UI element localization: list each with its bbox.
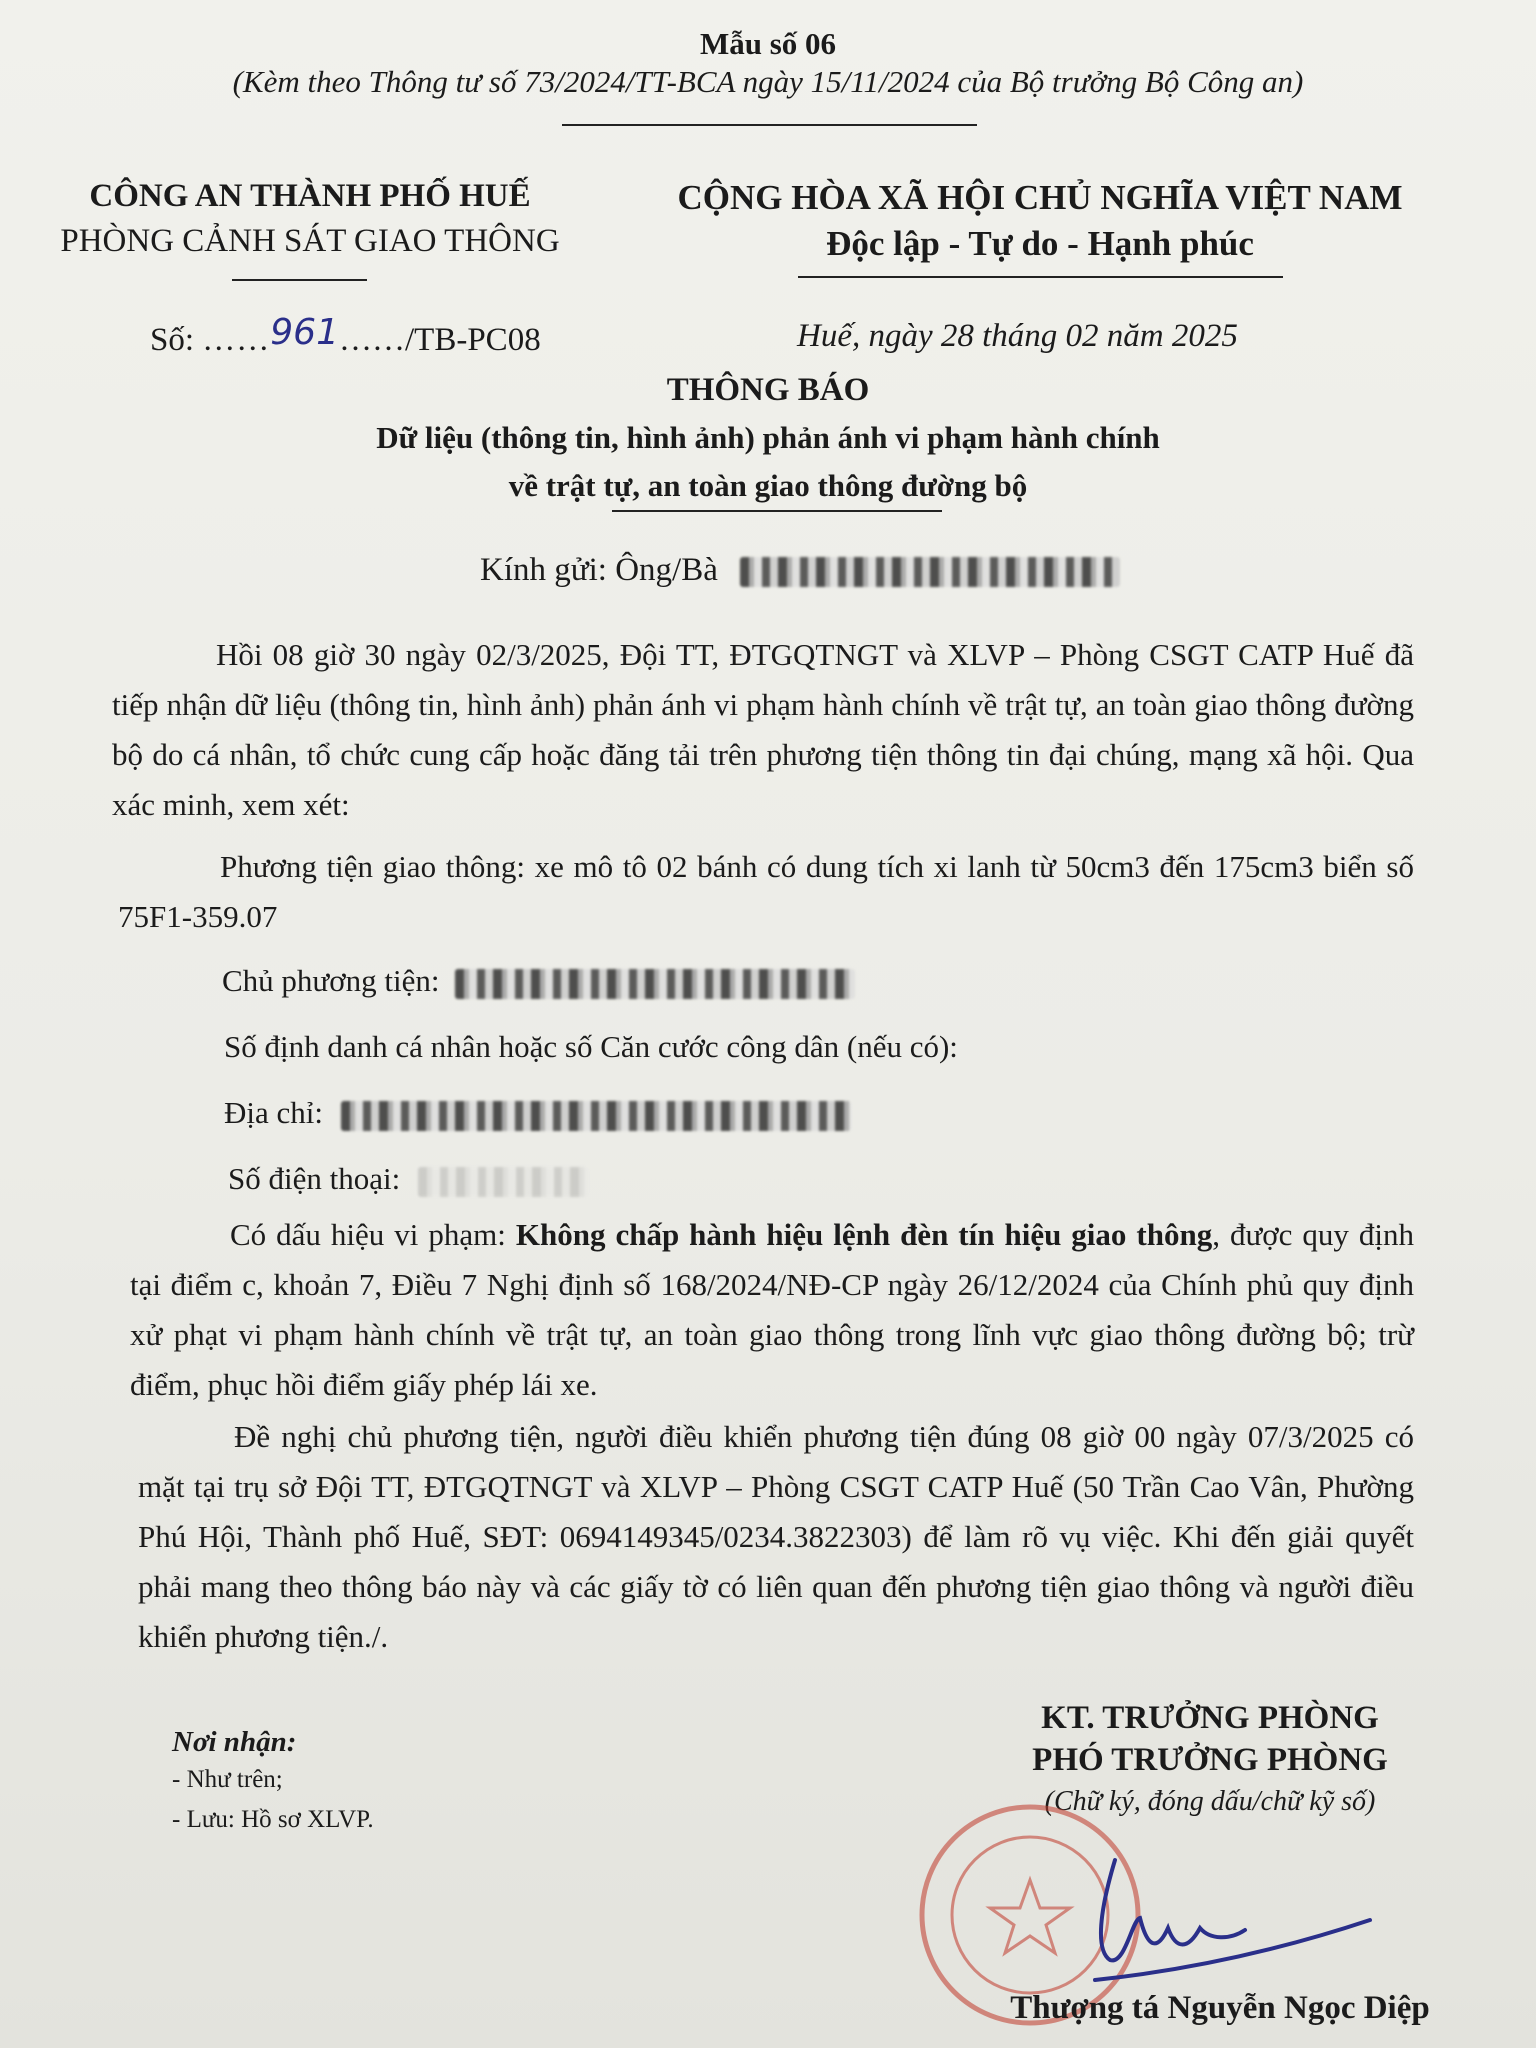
violation-paragraph: Có dấu hiệu vi phạm: Không chấp hành hiệu lệnh đèn tín hiệu giao thông, được quy định tại điểm c, khoản 7, Điều 7 Nghị định số 168/2024/NĐ-CP ngày 26/12/2024 của Chính phủ quy định xử phạt vi phạm hành chính về trật tự, an toàn giao thông trong lĩnh vực giao thông đường bộ; trừ điểm, phục hồi điểm giấy phép lái xe. [130, 1217, 1415, 1402]
form-number: Mẫu số 06 [699, 26, 837, 61]
recipients-item-2: - Lưu: Hồ sơ XLVP. [172, 1806, 374, 1833]
recipient-line: Kính gửi: Ông/Bà [480, 552, 1120, 589]
notice-subtitle-line1: Dữ liệu (thông tin, hình ảnh) phản ánh vi phạm hành chính [376, 420, 1160, 455]
recipients-item-1: - Như trên; [172, 1766, 283, 1793]
phone-redacted [418, 1167, 588, 1197]
left-header-divider [232, 279, 367, 281]
owner-name-redacted [455, 969, 855, 999]
national-motto: Độc lập - Tự do - Hạnh phúc [826, 224, 1254, 263]
form-attached-note: (Kèm theo Thông tư số 73/2024/TT-BCA ngày 15/11/2024 của Bộ trưởng Bộ Công an) [232, 64, 1304, 99]
request-paragraph: Đề nghị chủ phương tiện, người điều khiển phương tiện đúng 08 giờ 00 ngày 07/3/2025 có mặt tại trụ sở Đội TT, ĐTGQTNGT và XLVP – Phòng CSGT CATP Huế (50 Trần Cao Vân, Phường Phú Hội, Thành phố Huế, SĐT: 0694149345/0234.3822303) để làm rõ vụ việc. Khi đến giải quyết phải mang theo thông báo này và các giấy tờ có liên quan đến phương tiện giao thông và người điều khiển phương tiện./. [138, 1419, 1414, 1654]
signer-name: Thượng tá Nguyễn Ngọc Diệp [1010, 1990, 1430, 2026]
owner-line: Chủ phương tiện: [222, 956, 855, 1006]
country-name: CỘNG HÒA XÃ HỘI CHỦ NGHĨA VIỆT NAM [677, 178, 1403, 217]
document-number: Số: ……961……/TB-PC08 [150, 312, 541, 358]
signature-line1: KT. TRƯỞNG PHÒNG [1041, 1700, 1379, 1736]
phone-line: Số điện thoại: [228, 1154, 588, 1204]
signature-line2: PHÓ TRƯỞNG PHÒNG [1032, 1742, 1388, 1778]
document-number-handwritten: 961 [270, 312, 339, 353]
form-divider [562, 124, 977, 126]
handwritten-signature [1095, 1860, 1370, 1980]
motto-underline [798, 276, 1283, 278]
violation-description: Không chấp hành hiệu lệnh đèn tín hiệu giao thông [515, 1217, 1213, 1252]
department-name: PHÒNG CẢNH SÁT GIAO THÔNG [60, 223, 560, 259]
notice-subtitle-line2: về trật tự, an toàn giao thông đường bộ [508, 468, 1028, 503]
title-underline [612, 510, 942, 512]
vehicle-paragraph: Phương tiện giao thông: xe mô tô 02 bánh có dung tích xi lanh từ 50cm3 đến 175cm3 biển số 75F1-359.07 [118, 849, 1414, 934]
id-number-line: Số định danh cá nhân hoặc số Căn cước công dân (nếu có): [224, 1029, 958, 1064]
agency-name: CÔNG AN THÀNH PHỐ HUẾ [89, 178, 531, 214]
recipient-name-redacted [740, 557, 1120, 587]
address-line: Địa chỉ: [224, 1088, 851, 1138]
signature-note: (Chữ ký, đóng dấu/chữ kỹ số) [1044, 1786, 1376, 1817]
place-and-date: Huế, ngày 28 tháng 02 năm 2025 [797, 318, 1238, 354]
address-redacted [341, 1101, 851, 1131]
recipients-title: Nơi nhận: [172, 1726, 297, 1758]
intro-paragraph: Hồi 08 giờ 30 ngày 02/3/2025, Đội TT, ĐTGQTNGT và XLVP – Phòng CSGT CATP Huế đã tiếp nhận dữ liệu (thông tin, hình ảnh) phản ánh vi phạm hành chính về trật tự, an toàn giao thông đường bộ do cá nhân, tổ chức cung cấp hoặc đăng tải trên phương tiện thông tin đại chúng, mạng xã hội. Qua xác minh, xem xét: [112, 637, 1414, 822]
notice-title: THÔNG BÁO [666, 372, 870, 408]
